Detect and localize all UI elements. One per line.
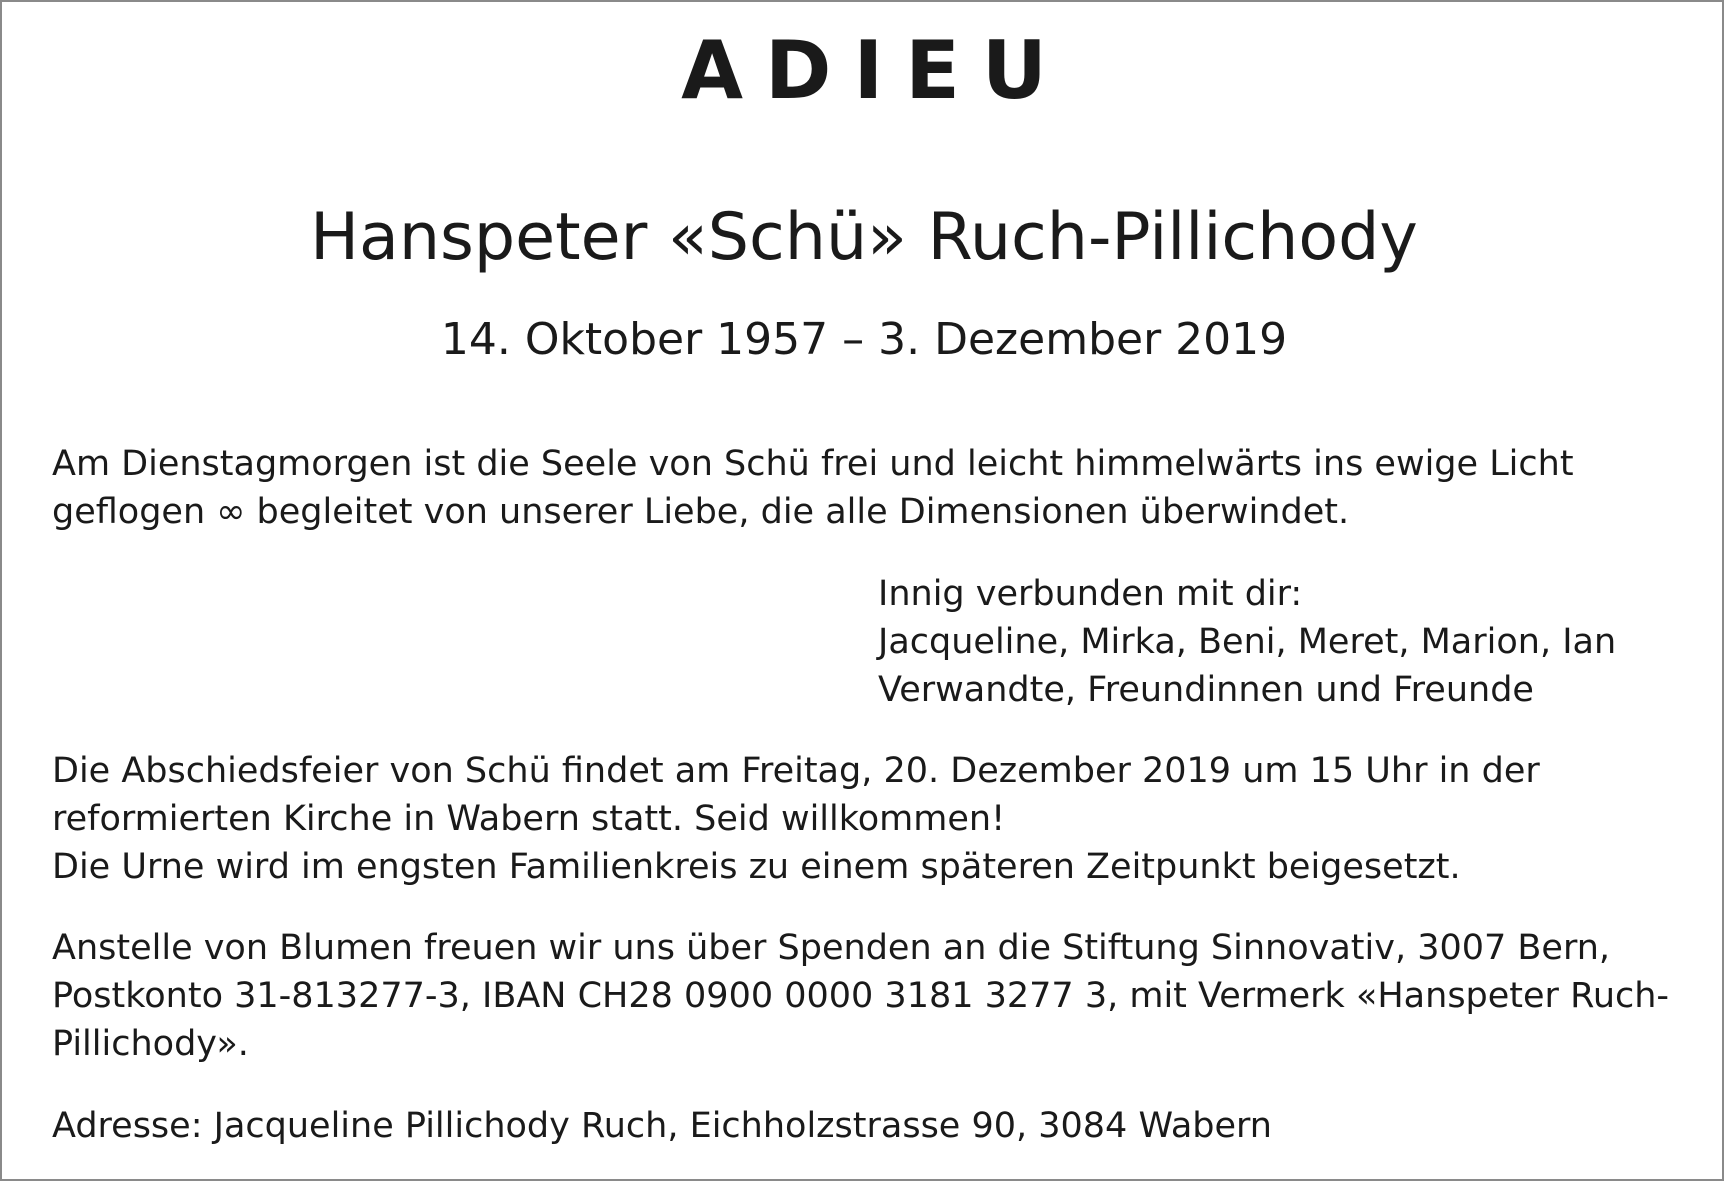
mourners-line: Jacqueline, Mirka, Beni, Meret, Marion, Ian bbox=[878, 622, 1617, 662]
notice-heading: ADIEU bbox=[681, 24, 1069, 117]
intro-paragraph bbox=[52, 440, 1676, 536]
intro-line: Am Dienstagmorgen ist die Seele von Schü frei und leicht himmelwärts ins ewige Licht bbox=[52, 444, 1574, 484]
donation-line: Postkonto 31-813277-3, IBAN CH28 0900 0000 3181 3277 3, mit Vermerk «Hanspeter Ruch- bbox=[52, 976, 1670, 1016]
ceremony-line: Die Urne wird im engsten Familienkreis zu einem späteren Zeitpunkt beigesetzt. bbox=[52, 847, 1461, 887]
intro-line: geflogen ∞ begleitet von unserer Liebe, die alle Dimensionen überwindet. bbox=[52, 492, 1350, 532]
address-line: Adresse: Jacqueline Pillichody Ruch, Eichholzstrasse 90, 3084 Wabern bbox=[52, 1106, 1272, 1146]
ceremony-line: Die Abschiedsfeier von Schü findet am Freitag, 20. Dezember 2019 um 15 Uhr in der bbox=[52, 751, 1540, 791]
deceased-name: Hanspeter «Schü» Ruch-Pillichody bbox=[310, 200, 1418, 275]
life-dates: 14. Oktober 1957 – 3. Dezember 2019 bbox=[440, 314, 1288, 365]
ceremony-paragraph bbox=[52, 747, 1676, 891]
mourners-block bbox=[878, 570, 1698, 714]
ceremony-line: reformierten Kirche in Wabern statt. Seid willkommen! bbox=[52, 799, 1006, 839]
mourners-line: Verwandte, Freundinnen und Freunde bbox=[878, 670, 1534, 710]
mourners-line: Innig verbunden mit dir: bbox=[878, 574, 1303, 614]
donation-paragraph bbox=[52, 924, 1676, 1068]
donation-line: Anstelle von Blumen freuen wir uns über Spenden an die Stiftung Sinnovativ, 3007 Bern, bbox=[52, 928, 1611, 968]
donation-line: Pillichody». bbox=[52, 1024, 249, 1064]
